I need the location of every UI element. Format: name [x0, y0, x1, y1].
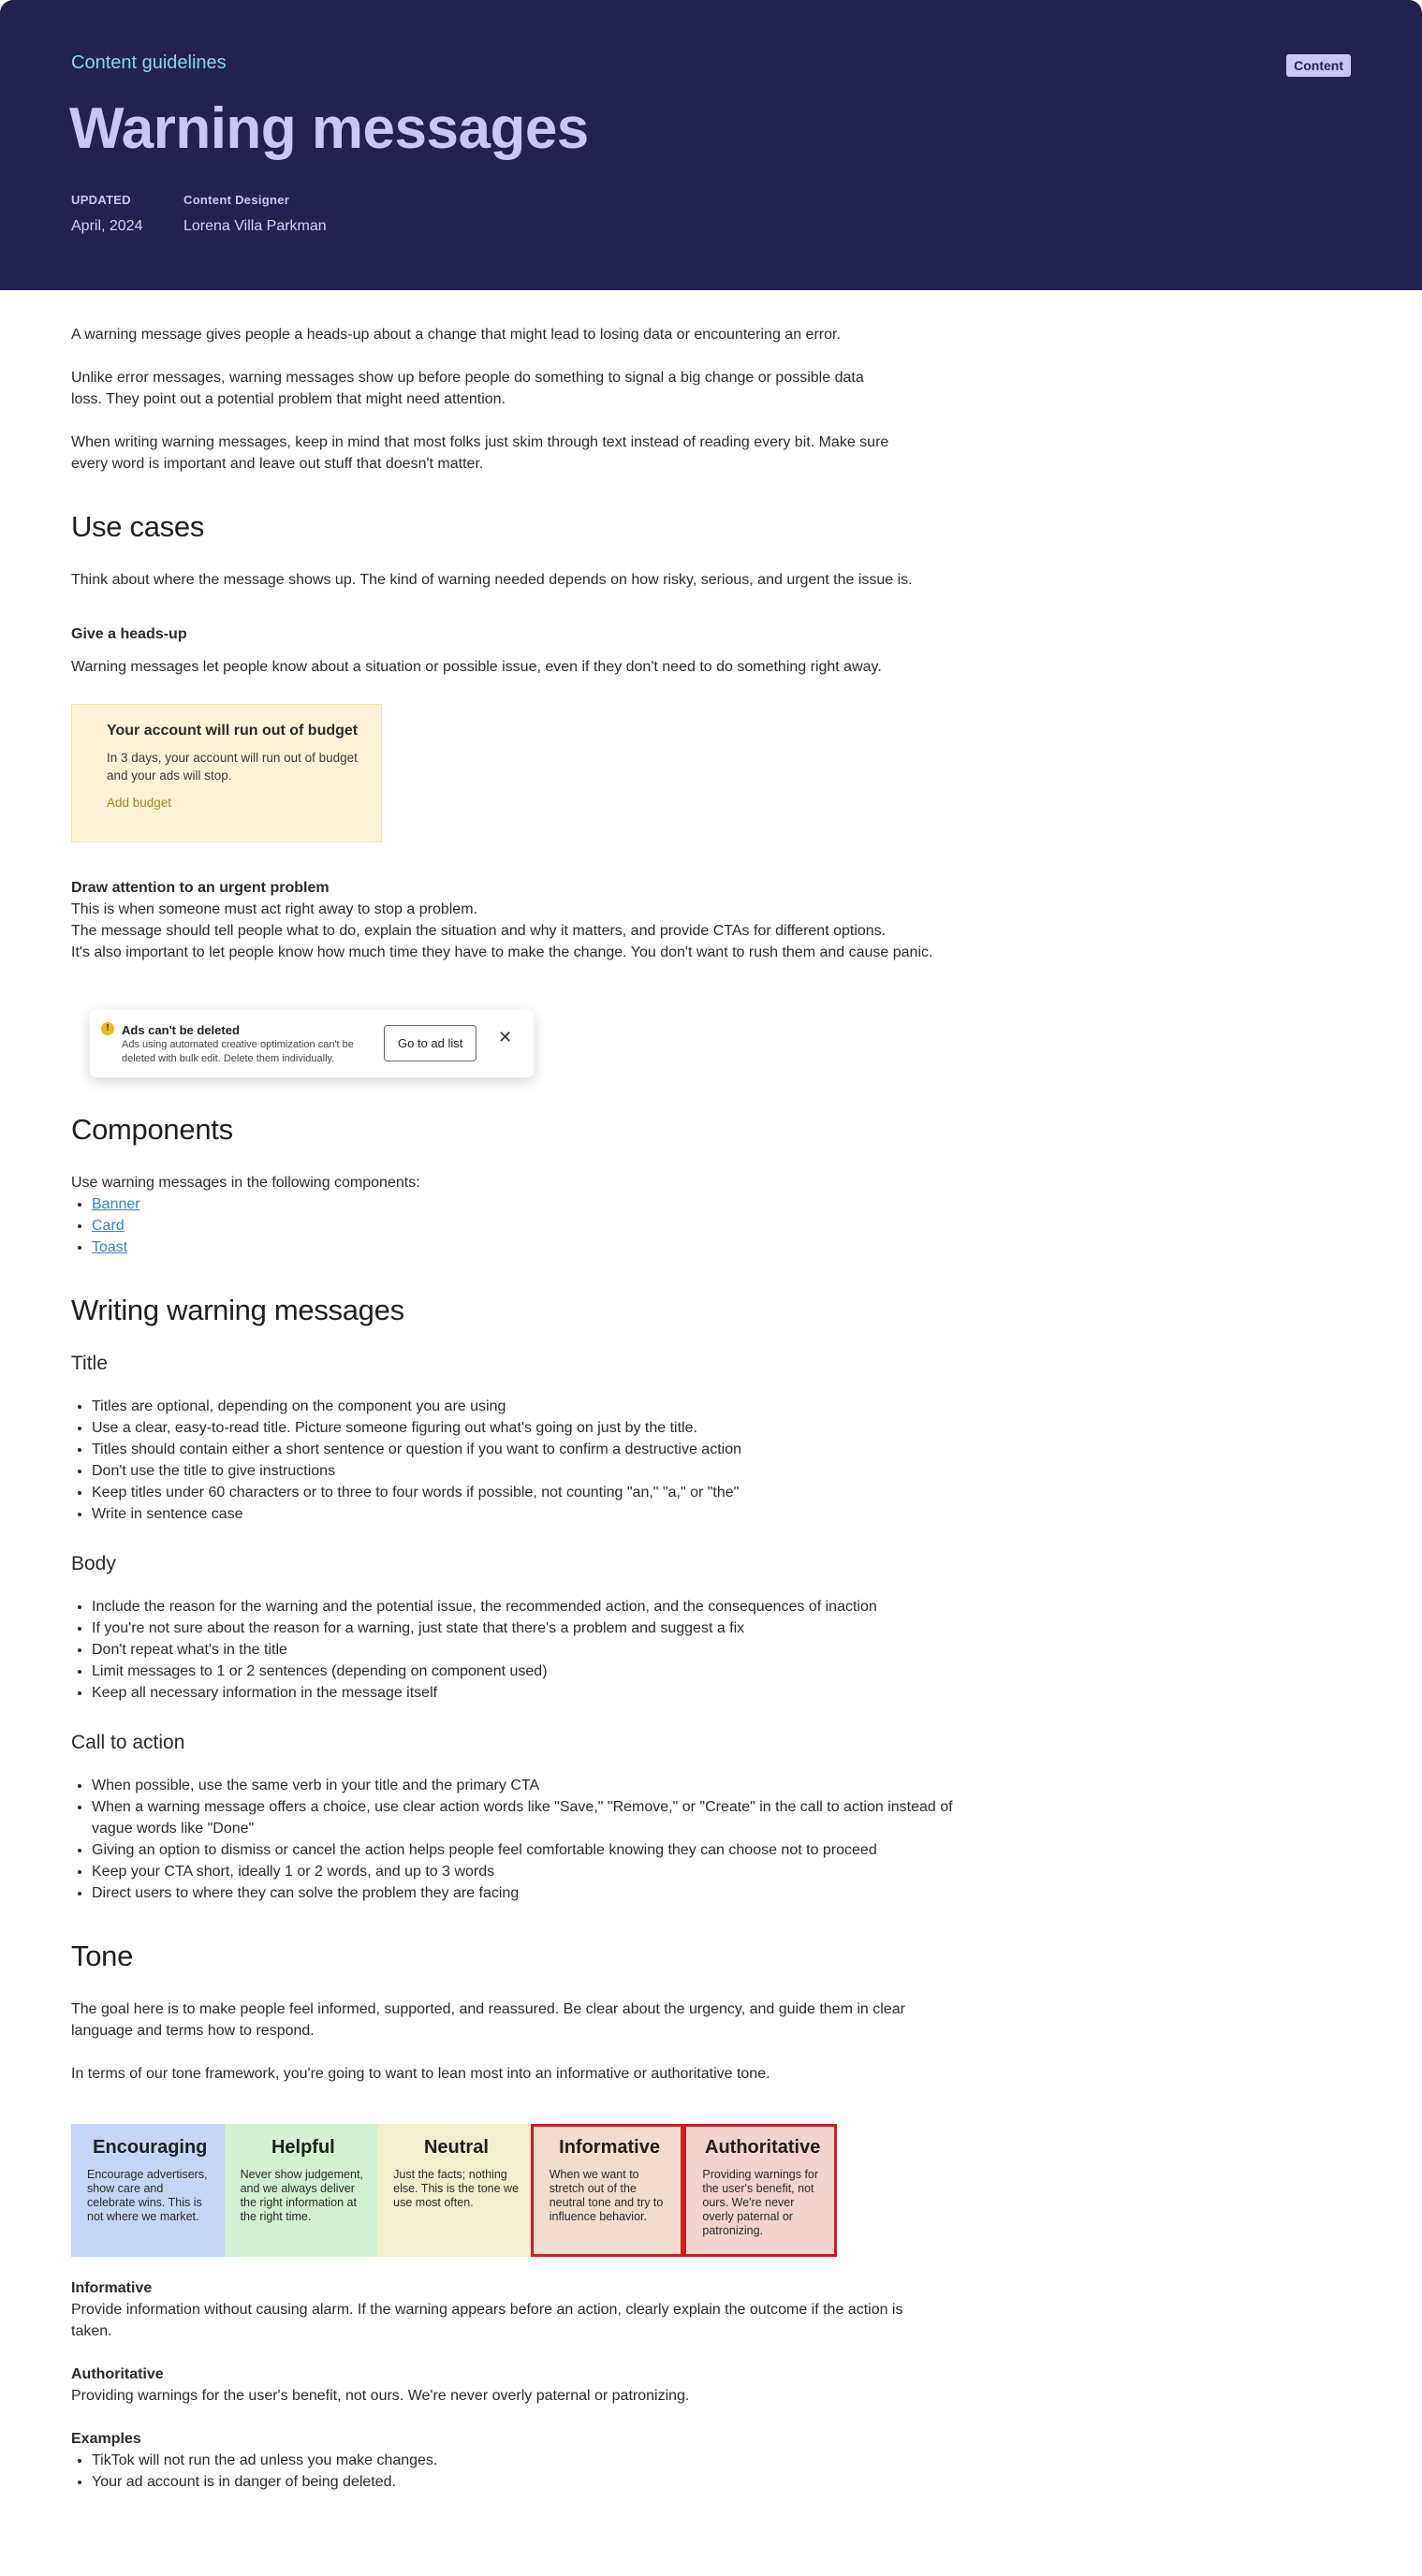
section-heading-tone: Tone: [71, 1939, 134, 1972]
list-item: • Include the reason for the warning and the potential issue, the recommended action, and the consequences of inaction: [92, 1596, 970, 1617]
section-heading-components: Components: [71, 1113, 233, 1146]
cta-guidelines-list: [92, 1775, 953, 1904]
components-intro: Use warning messages in the following components:: [71, 1175, 420, 1191]
list-item: [92, 1237, 970, 1258]
subheading-urgent: Draw attention to an urgent problem: [71, 880, 330, 896]
tone-neutral: [377, 2124, 531, 2257]
intro-paragraph: Unlike error messages, warning messages show up before people do something to signal a big change or possible data loss. They point out a potential problem that might need attention.: [71, 370, 864, 407]
tone-informative: [531, 2124, 684, 2257]
subheading-heads-up: Give a heads-up: [71, 626, 187, 642]
meta-designer-label: Content Designer: [183, 193, 290, 207]
subsection-heading-title: Title: [71, 1353, 108, 1374]
list-item: • Titles should contain either a short sentence or question if you want to confirm a destructive action: [92, 1439, 970, 1460]
tone-paragraph: In terms of our tone framework, you're going to want to lean most into an informative or authoritative tone.: [71, 2066, 770, 2082]
toast-body: Ads using automated creative optimization can't be deleted with bulk edit. Delete them individually.: [122, 1039, 354, 1064]
meta-updated-label: UPDATED: [71, 193, 131, 207]
body-guidelines-list: [92, 1596, 970, 1704]
tone-paragraph: The goal here is to make people feel informed, supported, and reassured. Be clear about the urgency, and guide them in clear language and terms how to respond.: [71, 2001, 905, 2039]
components-list: [92, 1193, 970, 1258]
use-cases-intro: Think about where the message shows up. The kind of warning needed depends on how risky, serious, and urgent the issue is.: [71, 572, 913, 588]
list-item: • Don't use the title to give instructions: [92, 1460, 970, 1482]
list-item: • When a warning message offers a choice, use clear action words like "Save," "Remove," or "Create" in the call to action instead of vague words like "Done": [92, 1796, 953, 1839]
list-item: [92, 1215, 970, 1237]
section-heading-writing: Writing warning messages: [71, 1294, 404, 1326]
card-link[interactable]: Card: [92, 1218, 125, 1234]
list-item: [92, 1193, 970, 1215]
examples-list: [92, 2450, 970, 2493]
examples-heading: Examples: [71, 2431, 141, 2447]
informative-text: Provide information without causing alarm. If the warning appears before an action, clearly explain the outcome if the action is taken.: [71, 2302, 903, 2339]
tone-description: Just the facts; nothing else. This is the tone we use most often.: [393, 2168, 520, 2209]
breadcrumb-content-guidelines[interactable]: Content guidelines: [71, 52, 227, 73]
tone-description: When we want to stretch out of the neutral tone and try to influence behavior.: [549, 2168, 664, 2223]
tone-scale: [71, 2124, 837, 2257]
banner-link[interactable]: Banner: [92, 1196, 140, 1212]
list-item: • Keep all necessary information in the message itself: [92, 1682, 970, 1704]
list-item: • Keep your CTA short, ideally 1 or 2 words, and up to 3 words: [92, 1861, 953, 1882]
intro-paragraph: A warning message gives people a heads-up about a change that might lead to losing data or encountering an error.: [71, 327, 841, 343]
meta-designer: [183, 193, 327, 235]
list-item: • Giving an option to dismiss or cancel the action helps people feel comfortable knowing they can choose not to proceed: [92, 1839, 953, 1861]
page-title: Warning messages: [69, 96, 589, 161]
tone-helpful: [225, 2124, 378, 2257]
list-item: • Limit messages to 1 or 2 sentences (depending on component used): [92, 1661, 970, 1682]
subsection-heading-cta: Call to action: [71, 1732, 185, 1753]
tone-name: Helpful: [271, 2137, 335, 2158]
meta-updated-value: April, 2024: [71, 218, 143, 234]
warning-toast-example: [90, 1010, 534, 1077]
add-budget-link[interactable]: Add budget: [107, 796, 172, 810]
meta-updated: [71, 193, 143, 235]
list-item: • When possible, use the same verb in your title and the primary CTA: [92, 1775, 953, 1796]
list-item: • Direct users to where they can solve the problem they are facing: [92, 1882, 953, 1904]
toast-link[interactable]: Toast: [92, 1239, 128, 1255]
page-header: [0, 0, 1422, 290]
urgent-line: The message should tell people what to do, explain the situation and why it matters, and provide CTAs for different options.: [71, 923, 887, 939]
title-guidelines-list: [92, 1396, 970, 1525]
tone-description: Providing warnings for the user's benefit, not ours. We're never overly paternal or patronizing.: [702, 2168, 819, 2237]
tone-encouraging: [71, 2124, 225, 2257]
close-icon[interactable]: ✕: [498, 1028, 513, 1046]
urgent-line: This is when someone must act right away to stop a problem.: [71, 901, 477, 917]
warning-card-body: In 3 days, your account will run out of budget and your ads will stop.: [107, 751, 358, 783]
warning-card-example: [71, 704, 382, 842]
category-tag: Content: [1286, 54, 1351, 77]
article-body: [71, 324, 970, 2514]
warning-icon: !: [101, 1022, 114, 1035]
informative-heading: Informative: [71, 2280, 153, 2296]
go-to-ad-list-button[interactable]: Go to ad list: [384, 1025, 476, 1061]
tone-name: Neutral: [423, 2137, 489, 2158]
list-item: • If you're not sure about the reason for a warning, just state that there's a problem and suggest a fix: [92, 1617, 970, 1639]
authoritative-text: Providing warnings for the user's benefit, not ours. We're never overly paternal or patronizing.: [71, 2388, 690, 2404]
tone-name: Authoritative: [705, 2137, 821, 2158]
heads-up-text: Warning messages let people know about a situation or possible issue, even if they don't need to do something right away.: [71, 659, 882, 675]
tone-description: Never show judgement, and we always deliver the right information at the right time.: [240, 2168, 363, 2223]
list-item: • Your ad account is in danger of being deleted.: [92, 2471, 970, 2493]
list-item: • Keep titles under 60 characters or to three to four words if possible, not counting "an," "a," or "the": [92, 1482, 970, 1503]
list-item: • Write in sentence case: [92, 1503, 970, 1525]
tone-name: Encouraging: [93, 2137, 208, 2158]
tone-description: Encourage advertisers, show care and celebrate wins. This is not where we market.: [87, 2168, 208, 2223]
list-item: • Don't repeat what's in the title: [92, 1639, 970, 1661]
intro-paragraph: When writing warning messages, keep in mind that most folks just skim through text instead of reading every bit. Make sure every word is important and leave out stuff that doesn't matter.: [71, 434, 889, 472]
list-item: • Titles are optional, depending on the component you are using: [92, 1396, 970, 1417]
meta-designer-value: Lorena Villa Parkman: [183, 218, 327, 234]
urgent-line: It's also important to let people know how much time they have to make the change. You don't want to rush them and cause panic.: [71, 944, 933, 960]
warning-card-title: Your account will run out of budget: [107, 723, 359, 739]
toast-title: Ads can't be deleted: [122, 1023, 240, 1037]
list-item: • TikTok will not run the ad unless you make changes.: [92, 2450, 970, 2471]
list-item: • Use a clear, easy-to-read title. Picture someone figuring out what's going on just by the title.: [92, 1417, 970, 1439]
tone-authoritative: [683, 2124, 837, 2257]
section-heading-use-cases: Use cases: [71, 510, 205, 543]
subsection-heading-body: Body: [71, 1553, 116, 1574]
authoritative-heading: Authoritative: [71, 2366, 164, 2382]
tone-name: Informative: [559, 2137, 660, 2158]
